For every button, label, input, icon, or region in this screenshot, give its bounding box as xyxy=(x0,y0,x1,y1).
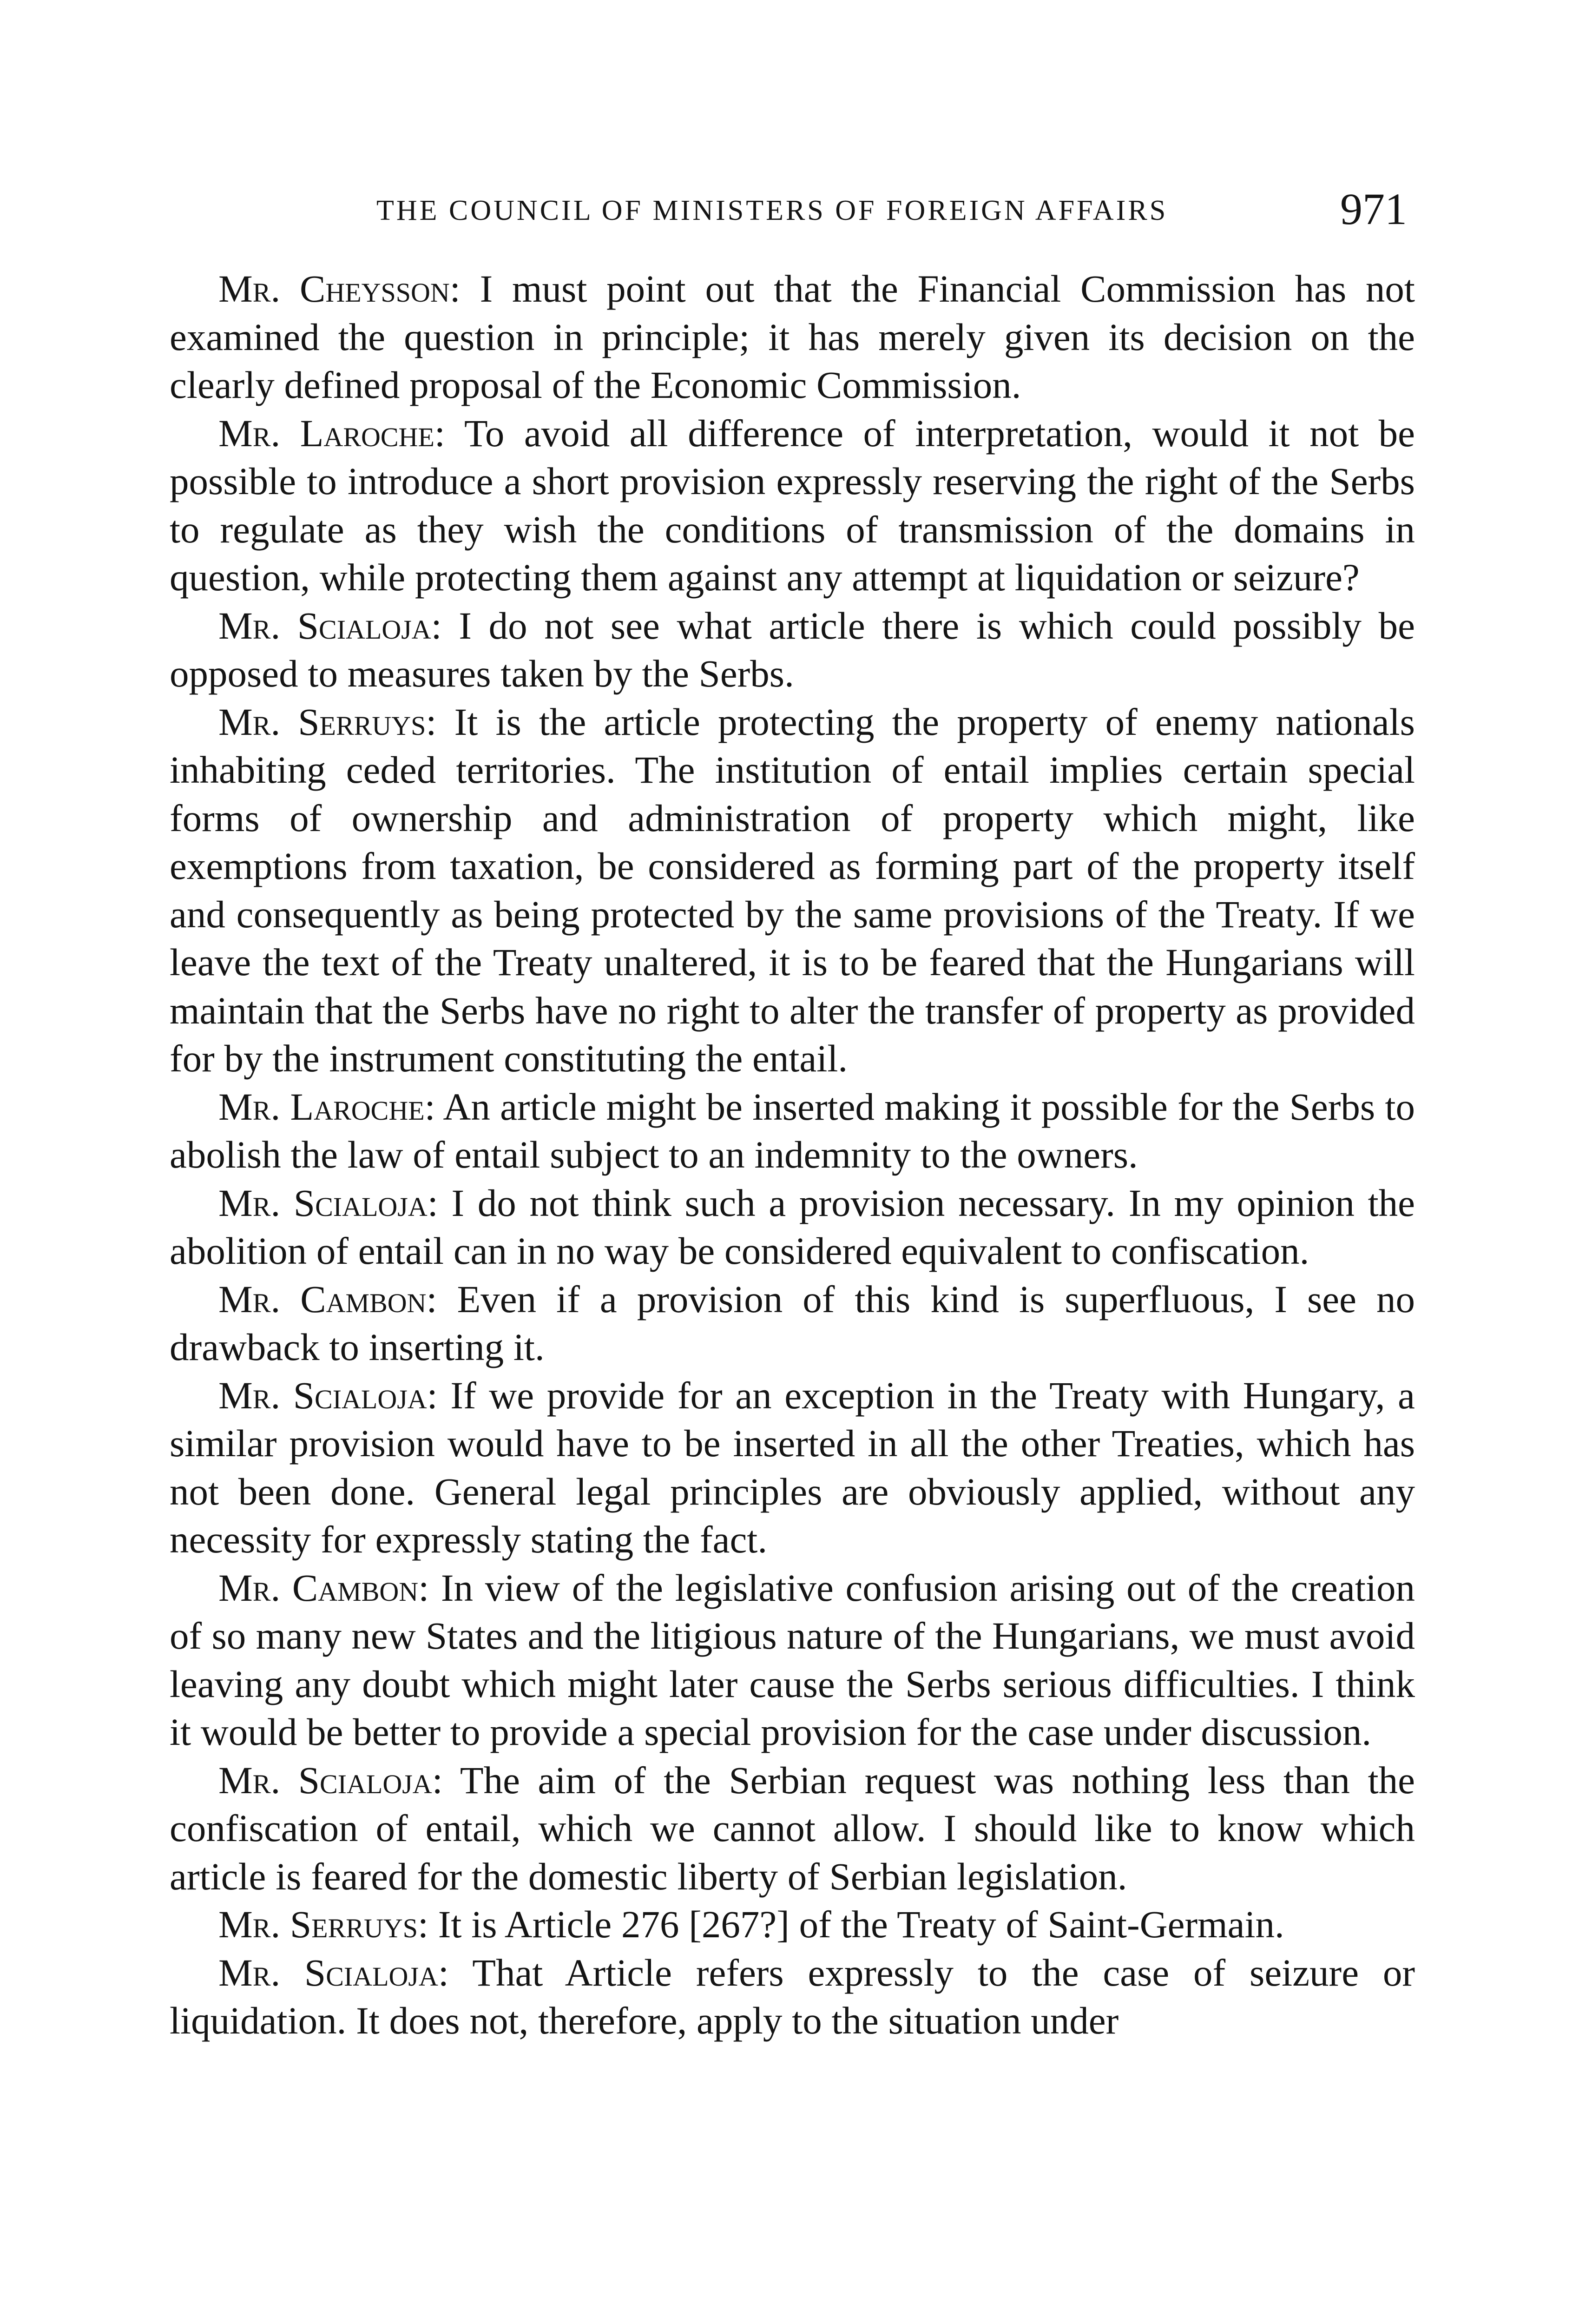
speaker-name: Mr. Scialoja: xyxy=(218,604,442,647)
speaker-name: Mr. Cheysson: xyxy=(218,267,461,310)
paragraph-scialoja-1 xyxy=(170,602,1415,698)
paragraph-text: I do not see what article there is which could possibly be opposed to measures taken by the Serbs. xyxy=(170,604,1415,695)
paragraph-serruys-2 xyxy=(170,1901,1415,1949)
paragraph-text: That Article refers expressly to the case of seizure or liquidation. It does not, therefore, apply to the situation under xyxy=(170,1951,1415,2042)
speaker-name: Mr. Cambon: xyxy=(218,1277,437,1320)
paragraph-cheysson-1 xyxy=(170,265,1415,409)
speaker-name: Mr. Laroche: xyxy=(218,411,445,455)
speaker-name: Mr. Serruys: xyxy=(218,700,437,743)
speaker-name: Mr. Laroche: xyxy=(218,1085,435,1128)
page-number: 971 xyxy=(1340,184,1407,234)
paragraph-scialoja-5 xyxy=(170,1949,1415,2045)
paragraph-laroche-2 xyxy=(170,1083,1415,1179)
paragraph-serruys-1 xyxy=(170,698,1415,1083)
speaker-name: Mr. Serruys: xyxy=(218,1903,429,1946)
paragraph-scialoja-4 xyxy=(170,1756,1415,1901)
paragraph-text: In view of the legislative confusion arising out of the creation of so many new States and the litigious nature of the Hungarians, we must avoid leaving any doubt which might later cause the Serbs serious difficulties. I think it would be better to provide a special provision for the case under discussion. xyxy=(170,1566,1415,1753)
speaker-name: Mr. Scialoja: xyxy=(218,1951,449,1994)
paragraph-text: To avoid all difference of interpretation, would it not be possible to introduce a short provision expressly reserving the right of the Serbs to regulate as they wish the conditions of transmission of the domains in question, while protecting them against any attempt at liquidation or seizure? xyxy=(170,411,1415,599)
running-head xyxy=(170,186,1407,237)
paragraph-scialoja-3 xyxy=(170,1372,1415,1564)
paragraph-text: I do not think such a provision necessary. In my opinion the abolition of entail can in no way be considered equivalent to confiscation. xyxy=(170,1181,1415,1272)
paragraph-cambon-1 xyxy=(170,1275,1415,1372)
paragraph-cambon-2 xyxy=(170,1564,1415,1756)
paragraph-text: I must point out that the Financial Commission has not examined the question in principle; it has merely given its decision on the clearly defined proposal of the Economic Commission. xyxy=(170,267,1415,406)
speaker-name: Mr. Scialoja: xyxy=(218,1758,443,1802)
paragraph-text: If we provide for an exception in the Treaty with Hungary, a similar provision would have to be inserted in all the other Treaties, which has not been done. General legal principles are obviously applied, without any necessity for expressly stating the fact. xyxy=(170,1373,1415,1561)
paragraph-scialoja-2 xyxy=(170,1179,1415,1275)
running-title: THE COUNCIL OF MINISTERS OF FOREIGN AFFAIRS xyxy=(376,195,1168,226)
speaker-name: Mr. Cambon: xyxy=(218,1566,429,1609)
paragraph-text: Even if a provision of this kind is superfluous, I see no drawback to inserting it. xyxy=(170,1277,1415,1368)
paragraph-text: The aim of the Serbian request was nothing less than the confiscation of entail, which we cannot allow. I should like to know which article is feared for the domestic liberty of Serbian legislation. xyxy=(170,1758,1415,1898)
speaker-name: Mr. Scialoja: xyxy=(218,1181,438,1224)
paragraph-laroche-1 xyxy=(170,409,1415,602)
speaker-name: Mr. Scialoja: xyxy=(218,1373,438,1417)
paragraph-text: It is Article 276 [267?] of the Treaty of Saint-Germain. xyxy=(428,1903,1284,1946)
body-text xyxy=(170,265,1415,2045)
paragraph-text: It is the article protecting the property of enemy nationals inhabiting ceded territories. The institution of entail implies certain special forms of ownership and administration of property which might, like exemptions from taxation, be considered as forming part of the property itself and consequently as being protected by the same provisions of the Treaty. If we leave the text of the Treaty unaltered, it is to be feared that the Hungarians will maintain that the Serbs have no right to alter the transfer of property as provided for by the instrument constituting the entail. xyxy=(170,700,1415,1080)
paragraph-text: An article might be inserted making it possible for the Serbs to abolish the law of entail subject to an indemnity to the owners. xyxy=(170,1085,1415,1176)
